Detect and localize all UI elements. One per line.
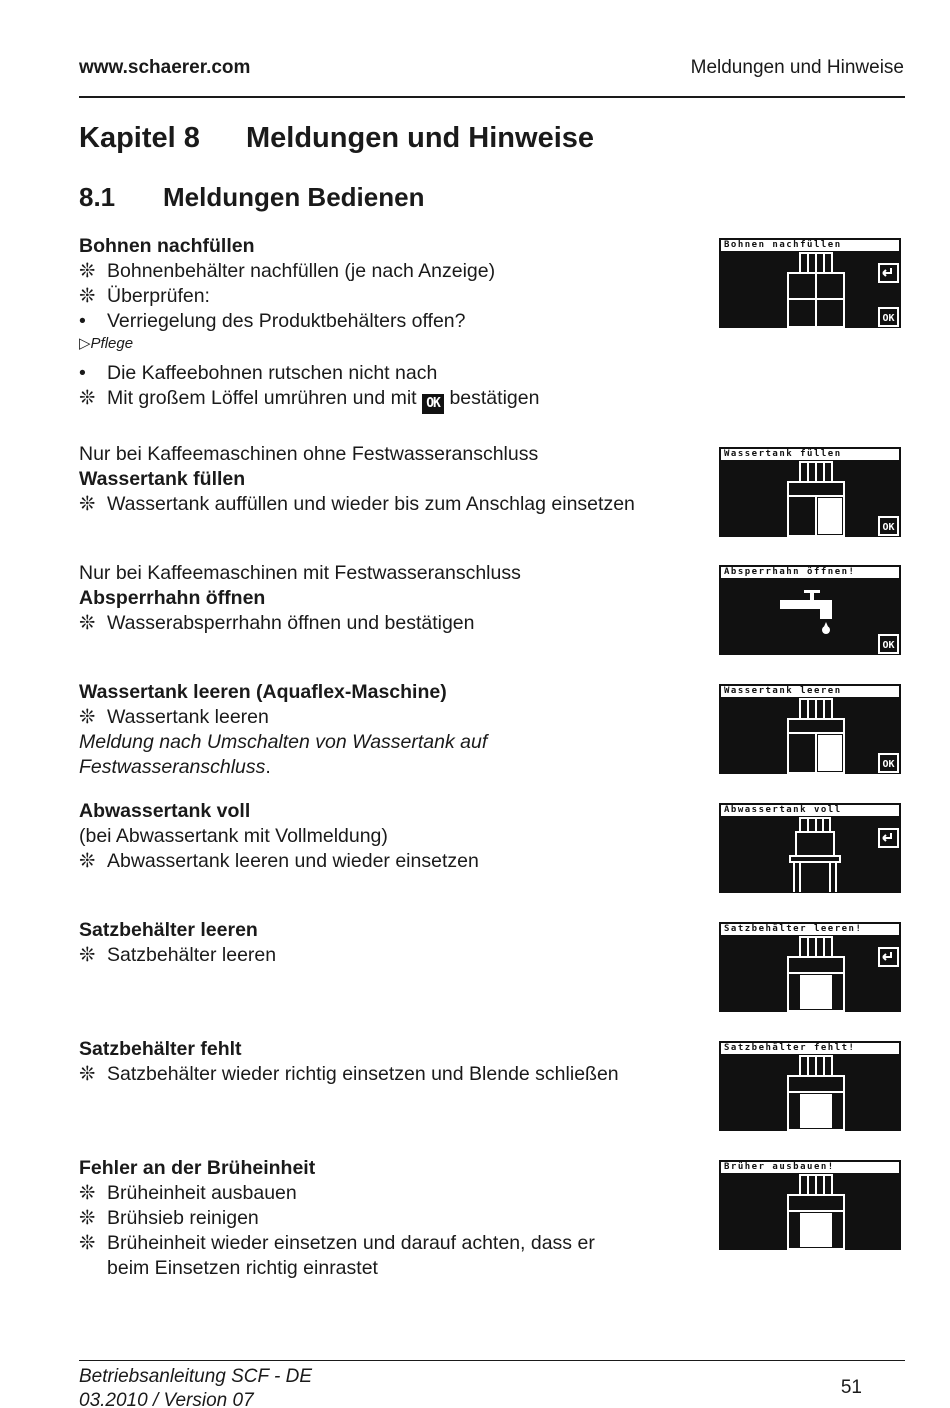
action-line: ❊ Wassertank leeren <box>79 706 269 728</box>
action-line: ❊ Abwassertank leeren und wieder einsetzen <box>79 850 479 872</box>
message-satz-leeren <box>79 918 709 968</box>
message-brueheinheit <box>79 1156 709 1281</box>
ok-button-icon <box>878 516 899 536</box>
machine-icon <box>720 1042 902 1132</box>
ok-button-icon <box>878 634 899 654</box>
section-title: Meldungen Bedienen <box>163 182 425 212</box>
svg-text:OK: OK <box>882 640 895 651</box>
message-title: Bohnen nachfüllen <box>79 235 255 257</box>
message-absperrhahn <box>79 561 709 636</box>
display-satz-leeren <box>719 922 901 1012</box>
message-title: Wassertank leeren (Aquaflex-Maschine) <box>79 681 447 703</box>
message-title: Absperrhahn öffnen <box>79 587 266 609</box>
machine-icon <box>720 804 902 894</box>
ok-button-icon <box>878 307 899 327</box>
action-icon: ❊ <box>79 285 96 307</box>
display-abwassertank <box>719 803 901 893</box>
section-number: 8.1 <box>79 182 116 212</box>
italic-note: Meldung nach Umschalten von Wassertank auf <box>79 731 488 753</box>
check-line: • Die Kaffeebohnen rutschen nicht nach <box>79 362 438 384</box>
action-line: ❊ Satzbehälter leeren <box>79 944 277 966</box>
machine-icon <box>720 923 902 1013</box>
page-number: 51 <box>840 1377 862 1398</box>
chapter-heading <box>79 122 594 155</box>
ok-button-icon <box>878 753 899 773</box>
message-abwassertank <box>79 799 709 874</box>
action-line: ❊ Brühsieb reinigen <box>79 1207 259 1229</box>
svg-text:OK: OK <box>882 522 895 533</box>
message-title: Satzbehälter fehlt <box>79 1038 242 1060</box>
chapter-title: Meldungen und Hinweise <box>246 122 595 154</box>
display-bohnen <box>719 238 901 328</box>
condition-note: Nur bei Kaffeemaschinen ohne Festwasseranschluss <box>79 443 539 465</box>
bullet-icon: • <box>79 310 86 332</box>
display-satz-fehlt <box>719 1041 901 1131</box>
bullet-icon: • <box>79 362 86 384</box>
chapter-number: Kapitel 8 <box>79 122 200 154</box>
machine-icon <box>720 1161 902 1251</box>
display-title: Wassertank leeren <box>721 686 899 697</box>
display-title: Satzbehälter leeren! <box>721 924 899 935</box>
message-wassertank-fuellen <box>79 442 709 517</box>
italic-note-end: Festwasseranschluss. <box>79 756 271 778</box>
action-icon: ❊ <box>79 260 96 282</box>
message-title: Wassertank füllen <box>79 468 246 490</box>
header-section: Meldungen und Hinweise <box>690 57 904 78</box>
action-icon: ❊ <box>79 387 96 409</box>
check-line: • Verriegelung des Produktbehälters offen? <box>79 310 466 332</box>
message-satz-fehlt <box>79 1037 709 1087</box>
display-brueheinheit <box>719 1160 901 1250</box>
action-line: ❊ Mit großem Löffel umrühren und mit OK bestätigen <box>79 386 709 414</box>
action-line: ❊ Wassertank auffüllen und wieder bis zum Anschlag einsetzen <box>79 493 635 515</box>
action-line: ❊ Überprüfen: <box>79 285 210 307</box>
back-button-icon <box>878 263 899 283</box>
footer-rule <box>79 1360 905 1361</box>
message-bohnen <box>79 234 709 414</box>
display-title: Absperrhahn öffnen! <box>721 567 899 578</box>
action-icon: ❊ <box>79 1232 96 1254</box>
display-wassertank-fuellen <box>719 447 901 537</box>
machine-icon <box>720 685 902 775</box>
back-button-icon <box>878 947 899 967</box>
machine-icon <box>720 448 902 538</box>
cross-reference <box>79 334 709 354</box>
header-website: www.schaerer.com <box>79 57 251 78</box>
display-title: Brüher ausbauen! <box>721 1162 899 1173</box>
action-line: ❊ Bohnenbehälter nachfüllen (je nach Anzeige) <box>79 260 496 282</box>
action-icon: ❊ <box>79 612 96 634</box>
action-line: ❊ Satzbehälter wieder richtig einsetzen und Blende schließen <box>79 1063 619 1085</box>
display-wassertank-leeren <box>719 684 901 774</box>
action-icon: ❊ <box>79 1207 96 1229</box>
header-rule <box>79 96 905 98</box>
action-line: ❊ Wasserabsperrhahn öffnen und bestätigen <box>79 612 475 634</box>
ok-key-icon: OK <box>422 394 444 414</box>
machine-icon <box>720 239 902 329</box>
condition-note: Nur bei Kaffeemaschinen mit Festwasseranschluss <box>79 562 521 584</box>
footer-version: 03.2010 / Version 07 <box>79 1390 254 1408</box>
condition-note: (bei Abwassertank mit Vollmeldung) <box>79 825 388 847</box>
action-line-continued: beim Einsetzen richtig einrastet <box>107 1257 378 1279</box>
action-icon: ❊ <box>79 944 96 966</box>
faucet-icon <box>720 566 902 656</box>
svg-text:OK: OK <box>882 313 895 324</box>
message-title: Abwassertank voll <box>79 800 251 822</box>
display-title: Wassertank füllen <box>721 449 899 460</box>
back-button-icon <box>878 828 899 848</box>
action-line: ❊ Brüheinheit ausbauen <box>79 1182 297 1204</box>
action-icon: ❊ <box>79 850 96 872</box>
footer-manual: Betriebsanleitung SCF - DE <box>79 1366 313 1387</box>
action-icon: ❊ <box>79 493 96 515</box>
ref-link: Pflege <box>90 335 134 352</box>
action-icon: ❊ <box>79 1182 96 1204</box>
action-line: ❊ Brüheinheit wieder einsetzen und darauf achten, dass er <box>79 1232 595 1254</box>
display-absperrhahn <box>719 565 901 655</box>
display-title: Bohnen nachfüllen <box>721 240 899 251</box>
footer-manual-info <box>79 1365 312 1408</box>
action-icon: ❊ <box>79 1063 96 1085</box>
section-heading <box>79 182 424 213</box>
message-title: Satzbehälter leeren <box>79 919 258 941</box>
message-wassertank-leeren <box>79 680 709 780</box>
display-title: Satzbehälter fehlt! <box>721 1043 899 1054</box>
action-icon: ❊ <box>79 706 96 728</box>
message-title: Fehler an der Brüheinheit <box>79 1157 316 1179</box>
ref-arrow-icon: ▷ <box>79 335 91 352</box>
svg-text:OK: OK <box>882 759 895 770</box>
display-title: Abwassertank voll <box>721 805 899 816</box>
